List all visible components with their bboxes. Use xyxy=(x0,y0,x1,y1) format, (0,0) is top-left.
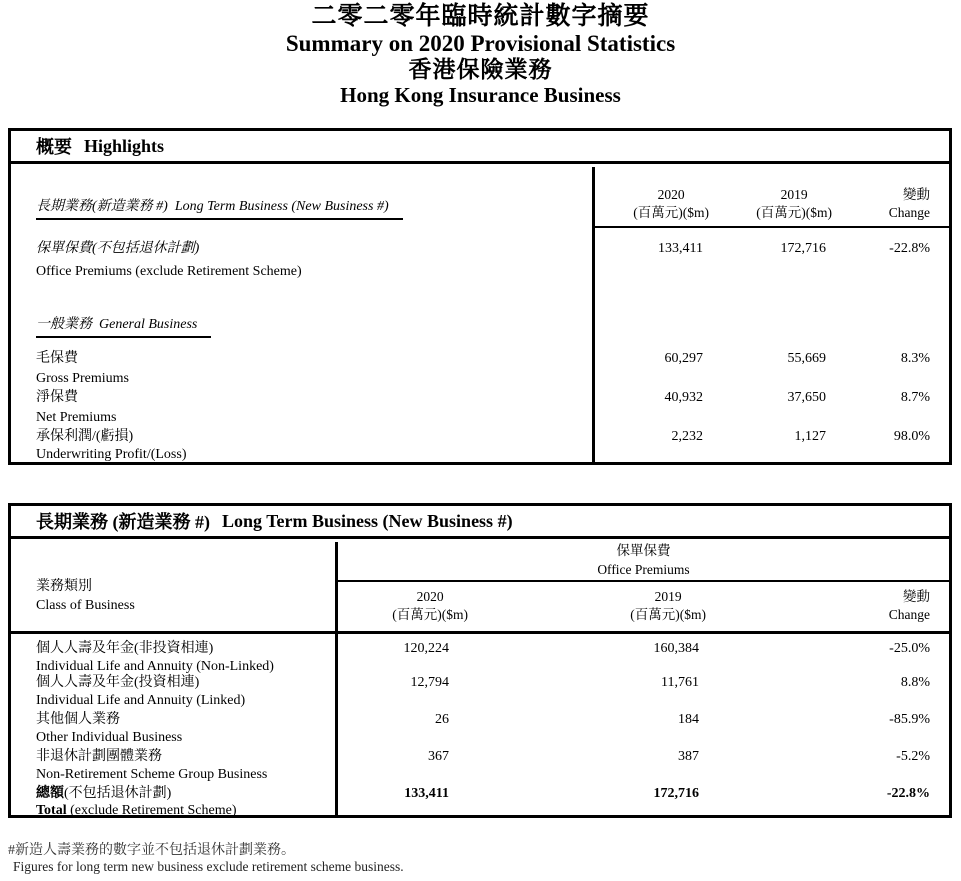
span-header-zh: 保單保費 xyxy=(616,543,671,558)
long-term-table-title xyxy=(11,506,949,539)
unit-label: (百萬元)($m) xyxy=(392,607,468,622)
gross-premiums-2020: 60,297 xyxy=(664,351,703,366)
doc-subtitle-zh: 香港保險業務 xyxy=(408,57,553,82)
total-label-en-rest: (exclude Retirement Scheme) xyxy=(66,803,237,818)
highlights-table-title xyxy=(11,131,949,164)
row-label-en: Non-Retirement Scheme Group Business xyxy=(36,767,268,782)
gross-premiums-label-en: Gross Premiums xyxy=(36,371,129,386)
row-label-zh: 非退休計劃團體業務 xyxy=(36,749,162,764)
total-label-zh-rest: (不包括退休計劃) xyxy=(64,786,172,801)
change-label-en: Change xyxy=(888,607,930,622)
row-label-en: Individual Life and Annuity (Linked) xyxy=(36,693,246,708)
underwriting-profit-2019: 1,127 xyxy=(794,429,826,444)
doc-title-zh: 二零二零年臨時統計數字摘要 xyxy=(311,3,650,30)
total-value-change: -22.8% xyxy=(886,786,930,801)
office-premiums-label-zh: 保單保費(不包括退休計劃) xyxy=(36,241,200,256)
long-term-title-zh: 長期業務 (新造業務 #) xyxy=(36,512,210,532)
class-of-business-header-en: Class of Business xyxy=(36,598,135,613)
year-2019: 2019 xyxy=(654,589,682,604)
row-label-en: Other Individual Business xyxy=(36,730,183,745)
year-2019: 2019 xyxy=(780,187,808,202)
column-header-2020 xyxy=(392,588,468,624)
office-premiums-label-en: Office Premiums (exclude Retirement Scheme) xyxy=(36,264,302,279)
section-label-en: Long Term Business (New Business #) xyxy=(174,199,389,214)
underwriting-profit-change: 98.0% xyxy=(893,429,930,444)
row-value-2020: 120,224 xyxy=(403,641,449,656)
section-label-en: General Business xyxy=(99,317,198,332)
header-underline xyxy=(595,226,949,228)
highlights-title-en: Highlights xyxy=(84,135,165,156)
row-value-change: -5.2% xyxy=(896,749,930,764)
column-header-2020 xyxy=(633,186,709,222)
general-business-section-heading xyxy=(36,316,211,338)
row-label-en: Individual Life and Annuity (Non-Linked) xyxy=(36,659,274,674)
column-header-change xyxy=(889,186,930,222)
net-premiums-label-en: Net Premiums xyxy=(36,410,117,425)
column-divider xyxy=(335,542,338,815)
net-premiums-change: 8.7% xyxy=(900,390,930,405)
span-header-underline xyxy=(338,580,949,582)
total-row-label-en xyxy=(36,802,236,820)
row-value-2019: 184 xyxy=(678,712,699,727)
office-premiums-2019: 172,716 xyxy=(780,241,826,256)
gross-premiums-2019: 55,669 xyxy=(787,351,826,366)
header-separator-line xyxy=(11,631,949,634)
net-premiums-2020: 40,932 xyxy=(664,390,703,405)
class-of-business-header-zh: 業務類別 xyxy=(36,579,92,594)
unit-label: (百萬元)($m) xyxy=(633,205,709,220)
row-value-change: -85.9% xyxy=(889,712,930,727)
total-row-label-zh xyxy=(36,785,171,803)
footnote-en: Figures for long term new business exclude retirement scheme business. xyxy=(13,859,404,874)
underwriting-profit-2020: 2,232 xyxy=(671,429,703,444)
column-header-2019 xyxy=(630,588,706,624)
office-premiums-2020: 133,411 xyxy=(658,241,703,256)
row-value-2019: 11,761 xyxy=(661,675,699,690)
section-label-zh: 一般業務 xyxy=(36,317,92,332)
change-label-zh: 變動 xyxy=(903,187,930,202)
year-2020: 2020 xyxy=(657,187,685,202)
total-label-zh-bold: 總額 xyxy=(36,786,64,801)
underwriting-profit-label-zh: 承保利潤/(虧損) xyxy=(36,429,134,444)
row-value-2020: 367 xyxy=(428,749,449,764)
long-term-title-en: Long Term Business (New Business #) xyxy=(222,510,513,531)
doc-title-en: Summary on 2020 Provisional Statistics xyxy=(285,31,676,56)
change-label-zh: 變動 xyxy=(903,589,930,604)
row-value-2020: 26 xyxy=(435,712,449,727)
column-divider xyxy=(592,167,595,462)
footnote-zh: #新造人壽業務的數字並不包括退休計劃業務。 xyxy=(8,843,295,858)
row-value-2019: 160,384 xyxy=(653,641,699,656)
doc-subtitle-en: Hong Kong Insurance Business xyxy=(340,83,621,107)
row-label-zh: 個人人壽及年金(非投資相連) xyxy=(36,641,214,656)
long-term-section-heading xyxy=(36,198,403,220)
row-value-change: 8.8% xyxy=(900,675,930,690)
total-value-2020: 133,411 xyxy=(404,786,449,801)
unit-label: (百萬元)($m) xyxy=(630,607,706,622)
row-value-change: -25.0% xyxy=(889,641,930,656)
section-label-zh: 長期業務(新造業務 #) xyxy=(36,199,168,214)
document-header xyxy=(0,3,961,108)
office-premiums-change: -22.8% xyxy=(889,241,930,256)
highlights-table xyxy=(8,128,952,465)
gross-premiums-change: 8.3% xyxy=(900,351,930,366)
highlights-title-zh: 概要 xyxy=(36,137,72,157)
total-label-en-bold: Total xyxy=(36,803,67,818)
unit-label: (百萬元)($m) xyxy=(756,205,832,220)
row-label-zh: 個人人壽及年金(投資相連) xyxy=(36,675,200,690)
net-premiums-2019: 37,650 xyxy=(787,390,826,405)
row-value-2020: 12,794 xyxy=(410,675,449,690)
row-value-2019: 387 xyxy=(678,749,699,764)
gross-premiums-label-zh: 毛保費 xyxy=(36,351,78,366)
change-label-en: Change xyxy=(888,205,930,220)
column-header-change xyxy=(889,588,930,624)
long-term-table xyxy=(8,503,952,818)
office-premiums-span-header xyxy=(338,541,949,579)
column-header-2019 xyxy=(756,186,832,222)
net-premiums-label-zh: 淨保費 xyxy=(36,390,78,405)
year-2020: 2020 xyxy=(416,589,444,604)
total-value-2019: 172,716 xyxy=(653,786,699,801)
row-label-zh: 其他個人業務 xyxy=(36,712,120,727)
span-header-en: Office Premiums xyxy=(597,562,690,577)
underwriting-profit-label-en: Underwriting Profit/(Loss) xyxy=(36,447,187,462)
